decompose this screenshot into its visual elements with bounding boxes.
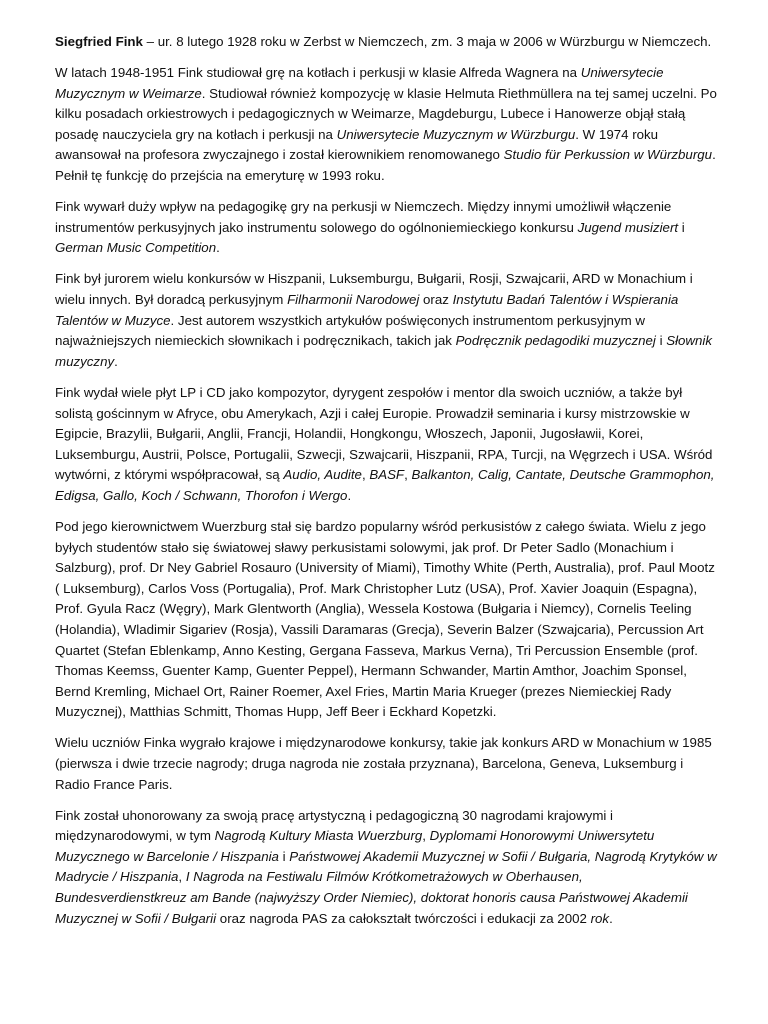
text-run: . Jest autorem wszystkich artykułów poświęconych instrumentom perkusyjnym w najważniejszych niemieckich słownikach i podręcznikach, takich jak — [55, 312, 645, 349]
paragraph-competitions — [55, 733, 717, 795]
text-run: i — [655, 333, 667, 349]
text-run: Pod jego kierownictwem Wuerzburg stał się bardzo popularny wśród perkusistów z całego świata. Wielu z jego byłych studentów stało się światowej sławy perkusistami solowymi, jak prof. Dr Peter Sadlo (Monachium i Salzburg), prof. Dr Ney Gabriel Rosauro (University of Miami), Timothy White (Perth, Australia), prof. Paul Mootz ( Luksemburg), Carlos Voss (Portugalia), Prof. Mark Christopher Lutz (USA), Prof. Xavier Joaquin (Espagna), Prof. Gyula Racz (Węgry), Mark Glentworth (Anglia), Wessela Kostowa (Bułgaria i Niemcy), Cornelis Teeling (Holandia), Wladimir Sigariev (Rosja), Vassili Daramaras (Grecja), Severin Balzer (Szwajcaria), Percussion Art Quartet (Stefan Eblenkamp, Anno Kesting, Gergana Fasseva, Markus Verna), Tri Percussion Ensemble (prof. Thomas Keemss, Guenter Kamp, Guenter Peppel), Hermann Schwander, Martin Amthor, Joachim Sponsel, Bernd Kremling, Michael Ort, Rainer Roemer, Axel Fries, Martin Maria Krueger (prezes Niemieckiej Rady Muzycznej), Matthias Schmitt, Thomas Hupp, Jeff Beer i Eckhard Kopetzki. — [55, 518, 715, 720]
paragraph-students — [55, 517, 717, 723]
text-run: . Pełnił tę funkcję do przejścia na emeryturę w 1993 roku. — [55, 147, 716, 184]
paragraph-jury — [55, 269, 717, 372]
competition-name: German Music Competition — [55, 240, 217, 256]
institution-name: Filharmonii Narodowej — [287, 292, 420, 308]
publication-name: Słownik muzyczny — [55, 333, 713, 369]
text-run: . — [609, 910, 613, 926]
text-run: oraz — [419, 292, 453, 308]
text-run: Fink wywarł duży wpływ na pedagogikę gry na perkusji w Niemczech. Między innymi umożliwił włączenie instrumentów perkusyjnych jako instrumentu solowego do ogólnoniemieckiego konkursu — [55, 199, 672, 235]
publication-name: Podręcznik pedagodiki muzycznej — [455, 333, 656, 349]
text-run: i — [278, 848, 290, 864]
text-run: Fink wydał wiele płyt LP i CD jako kompozytor, dyrygent zespołów i mentor dla swoich uczniów, a także był solistą gościnnym w Afryce, obu Amerykach, Azji i całej Europie. Prowadził seminaria i kursy mistrzowskie w Egipcie, Brazylii, Bułgarii, Anglii, Francji, Holandii, Hongkongu, Włoszech, Japonii, Jugosławii, Korei, Luksemburgu, Austrii, Polsce, Portugalii, Szwecji, Szwajcarii, Hiszpanii, RPA, Turcji, na Węgrzech i USA. Wśród wytwórni, z którymi współpracował, są — [55, 384, 713, 483]
text-run: . — [114, 353, 118, 369]
text-run: – ur. 8 lutego 1928 roku w Zerbst w Niemczech, zm. 3 maja w 2006 w Würzburgu w Niemczech. — [142, 34, 712, 49]
text-run: Fink był jurorem wielu konkursów w Hiszpanii, Luksemburgu, Bułgarii, Rosji, Szwajcarii, ARD w Monachium i wielu innych. Był doradcą perkusyjnym — [55, 271, 693, 308]
text-run: , — [361, 467, 370, 483]
text-run: , — [422, 828, 430, 844]
institution-name: Instytutu Badań Talentów i Wspierania Talentów w Muzyce — [55, 292, 679, 328]
institution-name: Uniwersytecie Muzycznym w Würzburgu — [336, 126, 576, 142]
text-run: Fink został uhonorowany za swoją pracę artystyczną i pedagogiczną 30 nagrodami krajowymi i międzynarodowymi, w tym — [55, 807, 614, 844]
award-name: I Nagroda na Festiwalu Filmów Krótkometrażowych w Oberhausen, Bundesverdienstkreuz am Bande (najwyższy Order Niemiec), doktorat honoris causa Państwowej Akademii Muzycznej w Sofii / Bułgarii — [55, 869, 688, 926]
award-name: Państwowej Akademii Muzycznej w Sofii / Bułgaria, Nagrodą Krytyków w Madrycie / Hiszpania — [55, 848, 717, 885]
text-run: . W 1974 roku awansował na profesora zwyczajnego i został kierownikiem renomowanego — [55, 126, 659, 163]
text-run: Wielu uczniów Finka wygrało krajowe i międzynarodowe konkursy, takie jak konkurs ARD w Monachium w 1985 (pierwsza i dwie trzecie nagrody; druga nagroda nie została przyznana), Barcelona, Geneva, Luksemburg i Radio France Paris. — [55, 735, 712, 792]
label-names: Balkanton, Calig, Cantate, Deutsche Grammophon, Edigsa, Gallo, Koch / Schwann, Thorofon i Wergo — [55, 467, 715, 503]
person-name: Siegfried Fink — [55, 34, 143, 49]
label-names: BASF — [369, 467, 405, 483]
text-run: . — [347, 487, 352, 503]
text-run: W latach 1948-1951 Fink studiował grę na kotłach i perkusji w klasie Alfreda Wagnera na — [55, 65, 581, 81]
text-run: , — [178, 869, 186, 885]
paragraph-recordings — [55, 383, 717, 507]
award-name: Dyplomami Honorowymi Uniwersytetu Muzycznego w Barcelonie / Hiszpania — [55, 828, 655, 864]
text-run: . Studiował również kompozycję w klasie Helmuta Riethmüllera na tej samej uczelni. Po kilku posadach orkiestrowych i pedagogicznych w Weimarze, Magdeburgu, Lubece i Hanowerze objął stałą posadę nauczyciela gry na kotłach i perkusji na — [55, 85, 717, 142]
paragraph-awards — [55, 806, 717, 930]
text-run: oraz nagroda PAS za całokształt twórczości i edukacji za 2002 — [216, 910, 591, 926]
text-run: . — [216, 240, 220, 256]
label-names: Audio, Audite — [283, 467, 362, 483]
document-page — [55, 32, 717, 940]
paragraph-pedagogy — [55, 197, 717, 259]
institution-name: Uniwersytecie Muzycznym w Weimarze — [55, 65, 664, 101]
institution-name: Studio für Perkussion w Würzburgu — [503, 147, 713, 163]
competition-name: Jugend musiziert — [577, 219, 679, 235]
text-run-italic: rok — [590, 910, 610, 926]
paragraph-biography — [55, 32, 717, 53]
paragraph-education — [55, 63, 717, 187]
text-run: , — [404, 467, 412, 483]
text-run: i — [678, 219, 685, 235]
award-name: Nagrodą Kultury Miasta Wuerzburg — [214, 828, 423, 844]
